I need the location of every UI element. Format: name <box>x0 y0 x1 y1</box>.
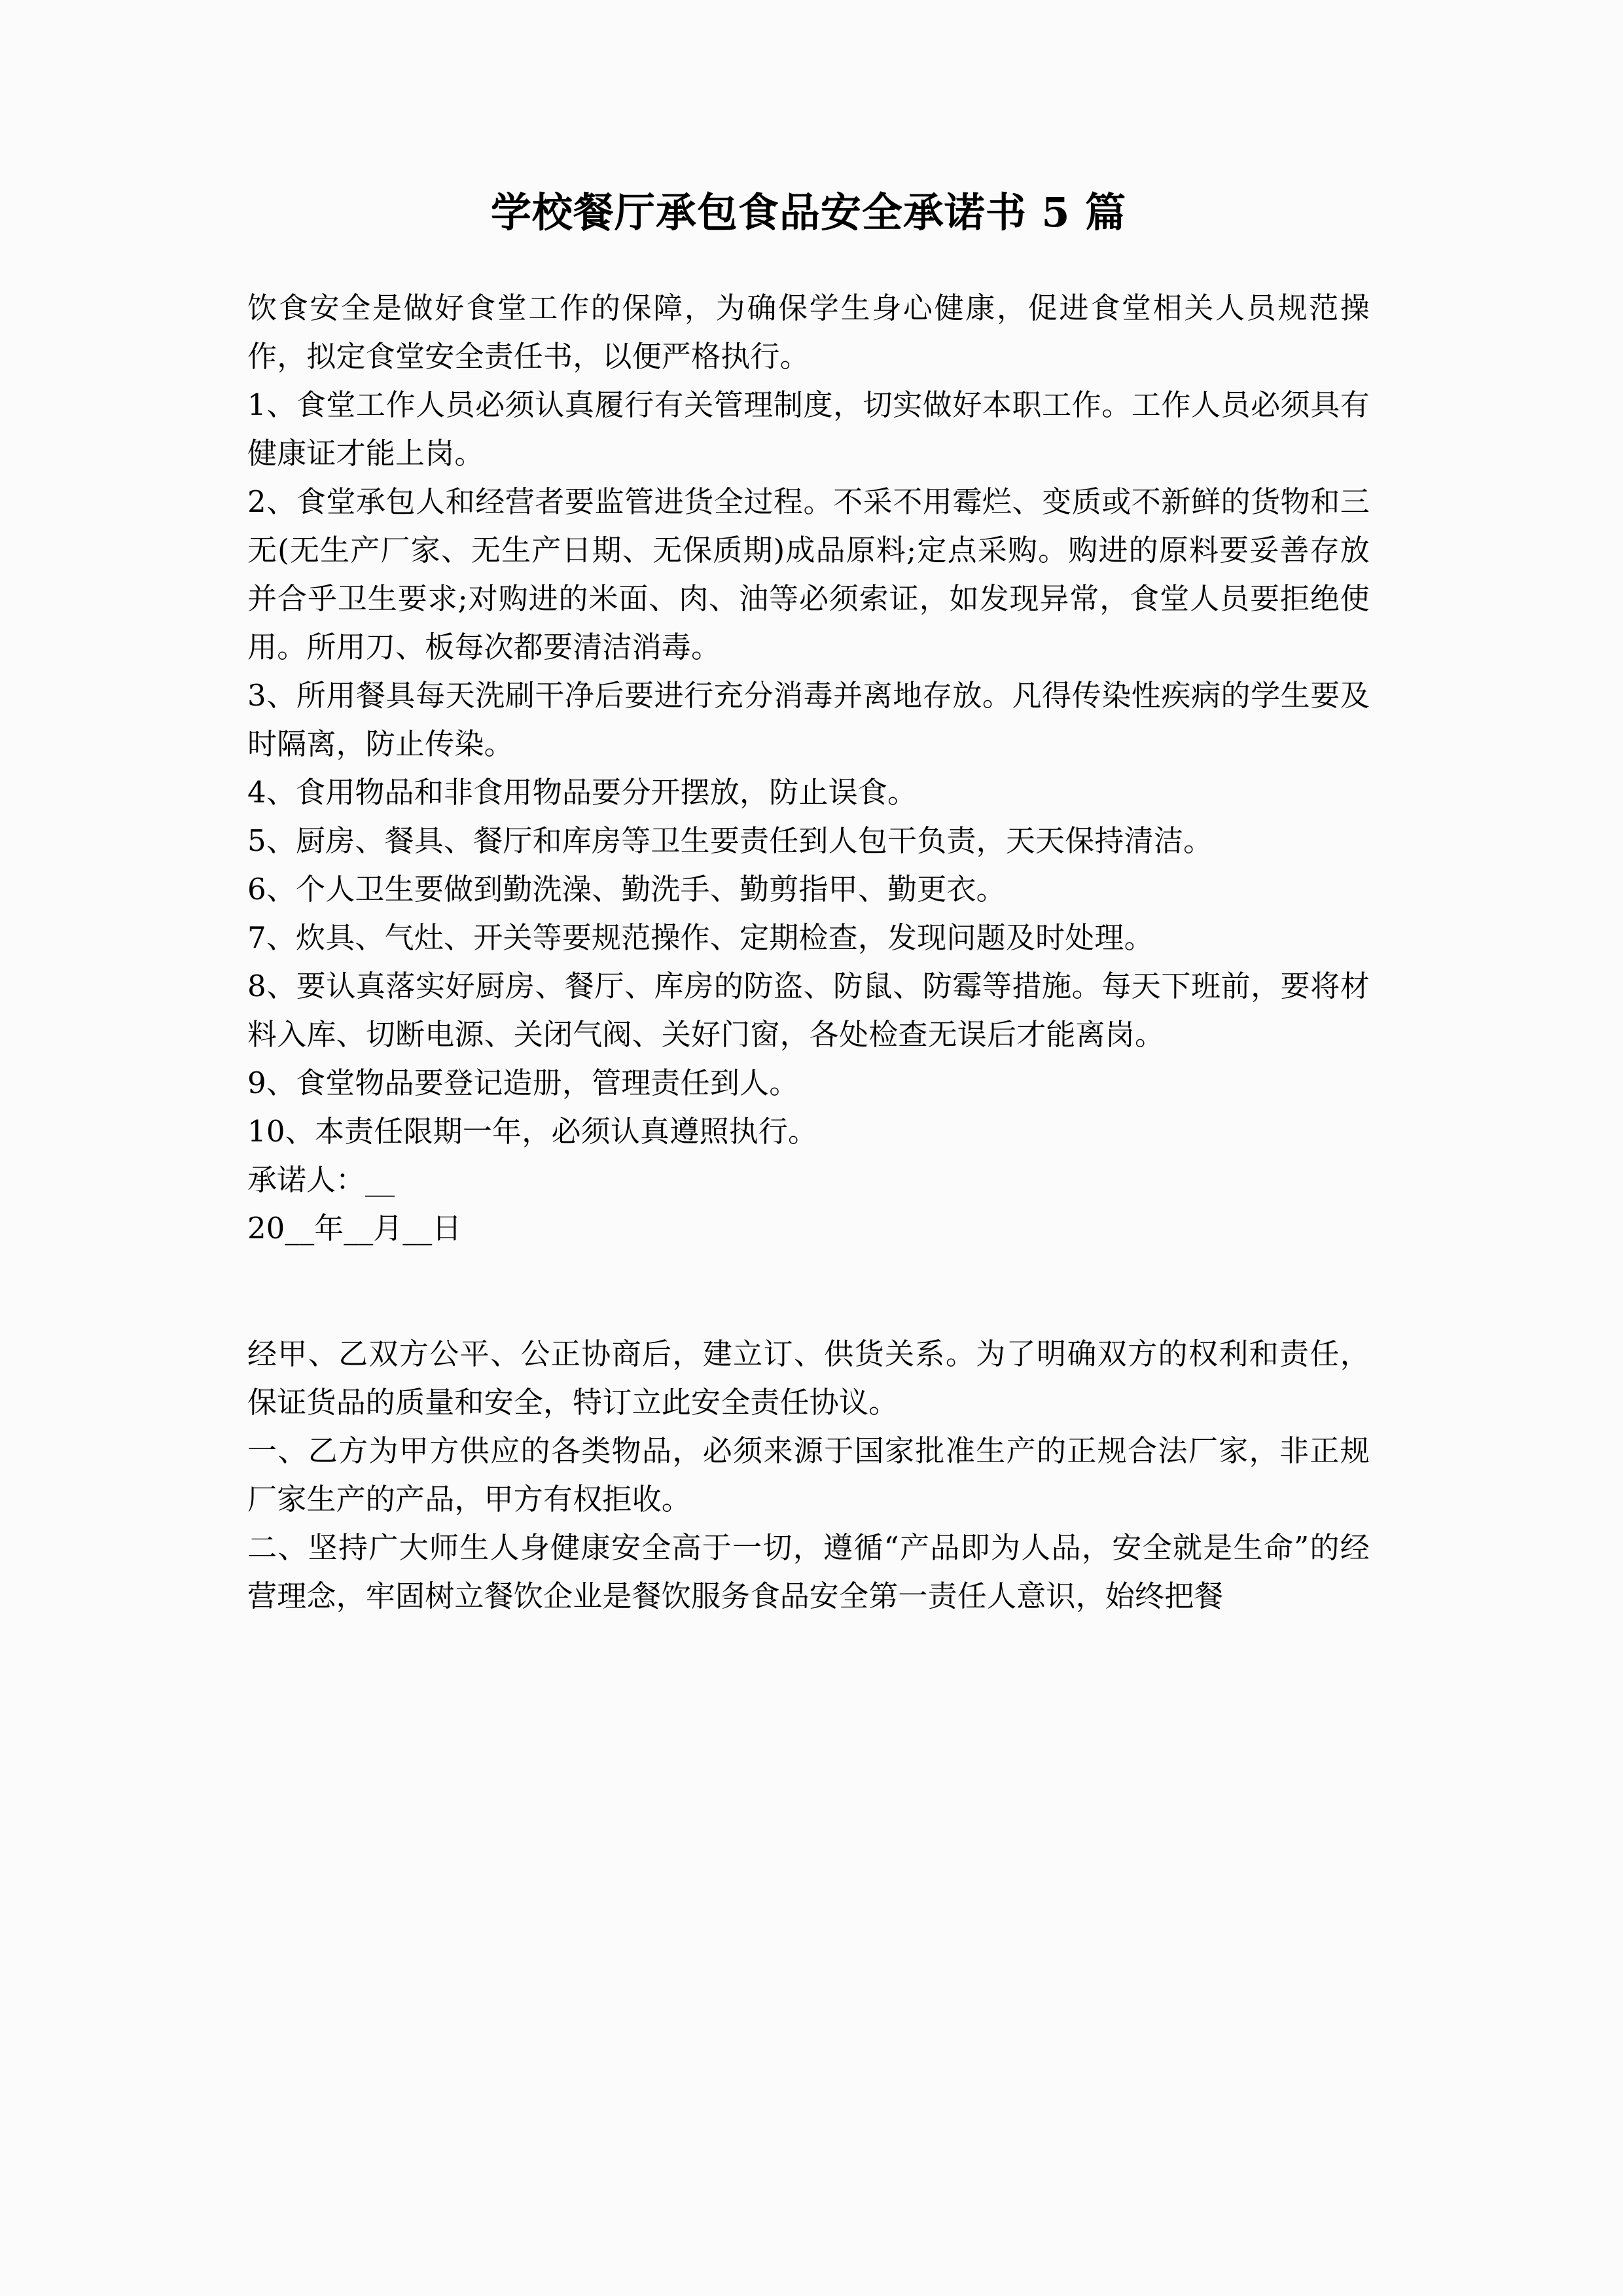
agreement-clause-2: 二、坚持广大师生人身健康安全高于一切，遵循“产品即为人品，安全就是生命”的经营理念，牢固树立餐饮企业是餐饮服务食品安全第一责任人意识，始终把餐 <box>247 1530 1370 1614</box>
section-2 <box>247 1330 1370 1621</box>
clause-item-9: 9、食堂物品要登记造册，管理责任到人。 <box>247 1066 799 1101</box>
agreement-intro: 经甲、乙双方公平、公正协商后，建立订、供货关系。为了明确双方的权利和责任，保证货品的质量和安全，特订立此安全责任协议。 <box>247 1336 1370 1420</box>
clause-item-6: 6、个人卫生要做到勤洗澡、勤洗手、勤剪指甲、勤更衣。 <box>247 872 1006 907</box>
clause-item-3: 3、所用餐具每天洗刷干净后要进行充分消毒并离地存放。凡得传染性疾病的学生要及时隔离，防止传染。 <box>247 678 1370 762</box>
paragraph-intro: 饮食安全是做好食堂工作的保障，为确保学生身心健康，促进食堂相关人员规范操作，拟定食堂安全责任书，以便严格执行。 <box>247 291 1370 374</box>
clause-item-5: 5、厨房、餐具、餐厅和库房等卫生要责任到人包干负责，天天保持清洁。 <box>247 823 1213 859</box>
clause-item-7: 7、炊具、气灶、开关等要规范操作、定期检查，发现问题及时处理。 <box>247 920 1154 956</box>
clause-item-8: 8、要认真落实好厨房、餐厅、库房的防盗、防鼠、防霉等措施。每天下班前，要将材料入库、切断电源、关闭气阀、关好门窗，各处检查无误后才能离岗。 <box>247 969 1370 1052</box>
section-1 <box>247 284 1370 1253</box>
signer-line: 承诺人：__ <box>247 1162 395 1198</box>
agreement-clause-1: 一、乙方为甲方供应的各类物品，必须来源于国家批准生产的正规合法厂家，非正规厂家生产的产品，甲方有权拒收。 <box>247 1433 1370 1517</box>
page-title: 学校餐厅承包食品安全承诺书 5 篇 <box>490 188 1127 236</box>
date-line: 20__年__月__日 <box>247 1211 462 1246</box>
clause-item-10: 10、本责任限期一年，必须认真遵照执行。 <box>247 1114 818 1149</box>
section-divider-space <box>247 1253 1370 1330</box>
document-content <box>247 0 1370 1621</box>
clause-item-4: 4、食用物品和非食用物品要分开摆放，防止误食。 <box>247 775 918 810</box>
clause-item-1: 1、食堂工作人员必须认真履行有关管理制度，切实做好本职工作。工作人员必须具有健康证才能上岗。 <box>247 387 1370 471</box>
clause-item-2: 2、食堂承包人和经营者要监管进货全过程。不采不用霉烂、变质或不新鲜的货物和三无(无生产厂家、无生产日期、无保质期)成品原料;定点采购。购进的原料要妥善存放并合乎卫生要求;对购进的米面、肉、油等必须索证，如发现异常，食堂人员要拒绝使用。所用刀、板每次都要清洁消毒。 <box>247 484 1370 665</box>
